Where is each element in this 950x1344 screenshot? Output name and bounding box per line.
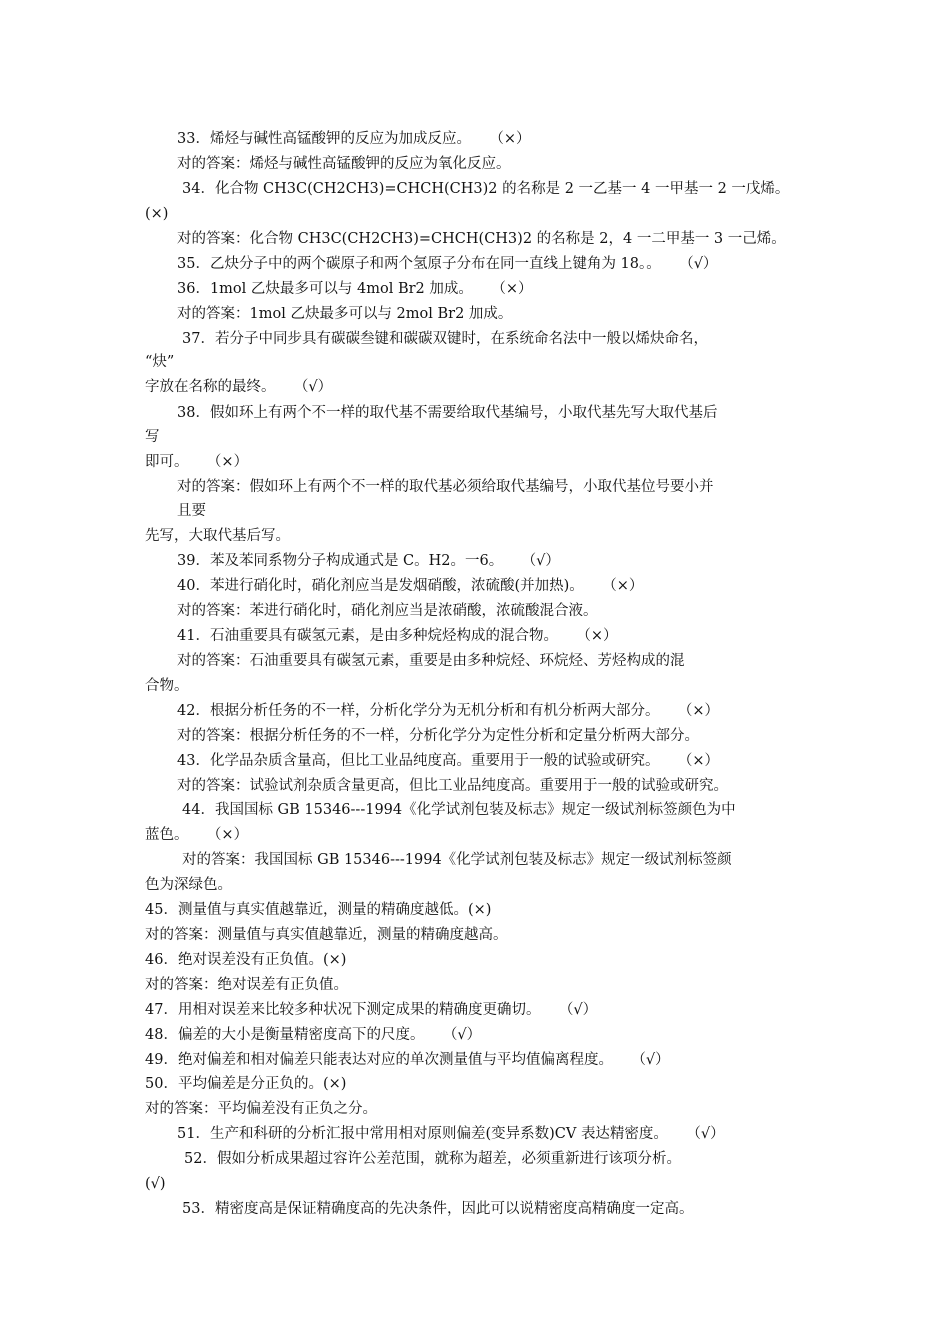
text-line-43: (√) <box>145 1176 166 1192</box>
text-line-31: 色为深绿色。 <box>145 877 232 893</box>
text-line-36: 47．用相对误差来比较多种状况下测定成果的精确度更确切。 （√） <box>145 1002 598 1018</box>
text-line-35: 对的答案：绝对误差有正负值。 <box>145 977 348 993</box>
text-line-20: 对的答案：苯进行硝化时，硝化剂应当是浓硝酸，浓硫酸混合液。 <box>177 603 598 619</box>
text-line-34: 46．绝对误差没有正负值。(×) <box>145 952 347 968</box>
text-line-30: 对的答案：我国国标 GB 15346---1994《化学试剂包装及标志》规定一级试剂标签颜 <box>182 852 732 868</box>
text-line-41: 51．生产和科研的分析汇报中常用相对原则偏差(变异系数)CV 表达精密度。 （√） <box>177 1126 725 1142</box>
text-line-10: “炔” <box>145 354 175 370</box>
text-line-44: 53．精密度高是保证精确度高的先决条件，因此可以说精密度高精确度一定高。 <box>182 1201 694 1217</box>
text-line-19: 40．苯进行硝化时，硝化剂应当是发烟硝酸，浓硫酸(并加热)。 （×） <box>177 578 644 594</box>
text-line-17: 先写，大取代基后写。 <box>145 528 290 544</box>
text-line-37: 48．偏差的大小是衡量精密度高下的尺度。 （√） <box>145 1027 482 1043</box>
text-line-39: 50．平均偏差是分正负的。(×) <box>145 1076 347 1092</box>
text-line-33: 对的答案：测量值与真实值越靠近，测量的精确度越高。 <box>145 927 508 943</box>
text-line-3: 34．化合物 CH3C(CH2CH3)=CHCH(CH3)2 的名称是 2 一乙基一 4 一甲基一 2 一戊烯。 <box>182 181 790 197</box>
text-line-25: 对的答案：根据分析任务的不一样，分析化学分为定性分析和定量分析两大部分。 <box>177 728 699 744</box>
text-line-7: 36．1mol 乙炔最多可以与 4mol Br2 加成。 （×） <box>177 281 533 297</box>
text-line-8: 对的答案：1mol 乙炔最多可以与 2mol Br2 加成。 <box>177 306 513 322</box>
text-line-2: 对的答案：烯烃与碱性高锰酸钾的反应为氧化反应。 <box>177 156 511 172</box>
text-line-26: 43．化学品杂质含量高，但比工业品纯度高。重要用于一般的试验或研究。 （×） <box>177 753 720 769</box>
text-line-22: 对的答案：石油重要具有碳氢元素，重要是由多种烷烃、环烷烃、芳烃构成的混 <box>177 653 685 669</box>
text-line-9: 37．若分子中同步具有碳碳叁键和碳碳双键时，在系统命名法中一般以烯炔命名， <box>182 331 708 347</box>
text-line-40: 对的答案：平均偏差没有正负之分。 <box>145 1101 377 1117</box>
text-line-1: 33．烯烃与碱性高锰酸钾的反应为加成反应。 （×） <box>177 131 531 147</box>
text-line-42: 52．假如分析成果超过容许公差范围，就称为超差，必须重新进行该项分析。 <box>184 1151 681 1167</box>
text-line-27: 对的答案：试验试剂杂质含量更高，但比工业品纯度高。重要用于一般的试验或研究。 <box>177 778 728 794</box>
text-line-12: 38．假如环上有两个不一样的取代基不需要给取代基编号，小取代基先写大取代基后 <box>177 405 718 421</box>
text-line-4: (×) <box>145 206 169 222</box>
text-line-5: 对的答案：化合物 CH3C(CH2CH3)=CHCH(CH3)2 的名称是 2，4 一二甲基一 3 一己烯。 <box>177 231 786 247</box>
text-line-24: 42．根据分析任务的不一样，分析化学分为无机分析和有机分析两大部分。 （×） <box>177 703 720 719</box>
text-line-6: 35．乙炔分子中的两个碳原子和两个氢原子分布在同一直线上键角为 18。。 （√） <box>177 256 718 272</box>
text-line-14: 即可。 （×） <box>145 454 249 470</box>
text-line-23: 合物。 <box>145 678 189 694</box>
text-line-21: 41．石油重要具有碳氢元素，是由多种烷烃构成的混合物。 （×） <box>177 628 618 644</box>
text-line-32: 45．测量值与真实值越靠近，测量的精确度越低。(×) <box>145 902 492 918</box>
text-line-15: 对的答案：假如环上有两个不一样的取代基必须给取代基编号，小取代基位号要小并 <box>177 479 714 495</box>
text-line-29: 蓝色。 （×） <box>145 827 249 843</box>
text-line-38: 49．绝对偏差和相对偏差只能表达对应的单次测量值与平均值偏离程度。 （√） <box>145 1052 670 1068</box>
text-line-16: 且要 <box>177 503 206 519</box>
text-line-13: 写 <box>145 429 160 445</box>
text-line-18: 39．苯及苯同系物分子构成通式是 C。H2。一6。 （√） <box>177 553 560 569</box>
text-line-28: 44．我国国标 GB 15346---1994《化学试剂包装及标志》规定一级试剂标签颜色为中 <box>182 802 736 818</box>
text-line-11: 字放在名称的最终。 （√） <box>145 379 333 395</box>
